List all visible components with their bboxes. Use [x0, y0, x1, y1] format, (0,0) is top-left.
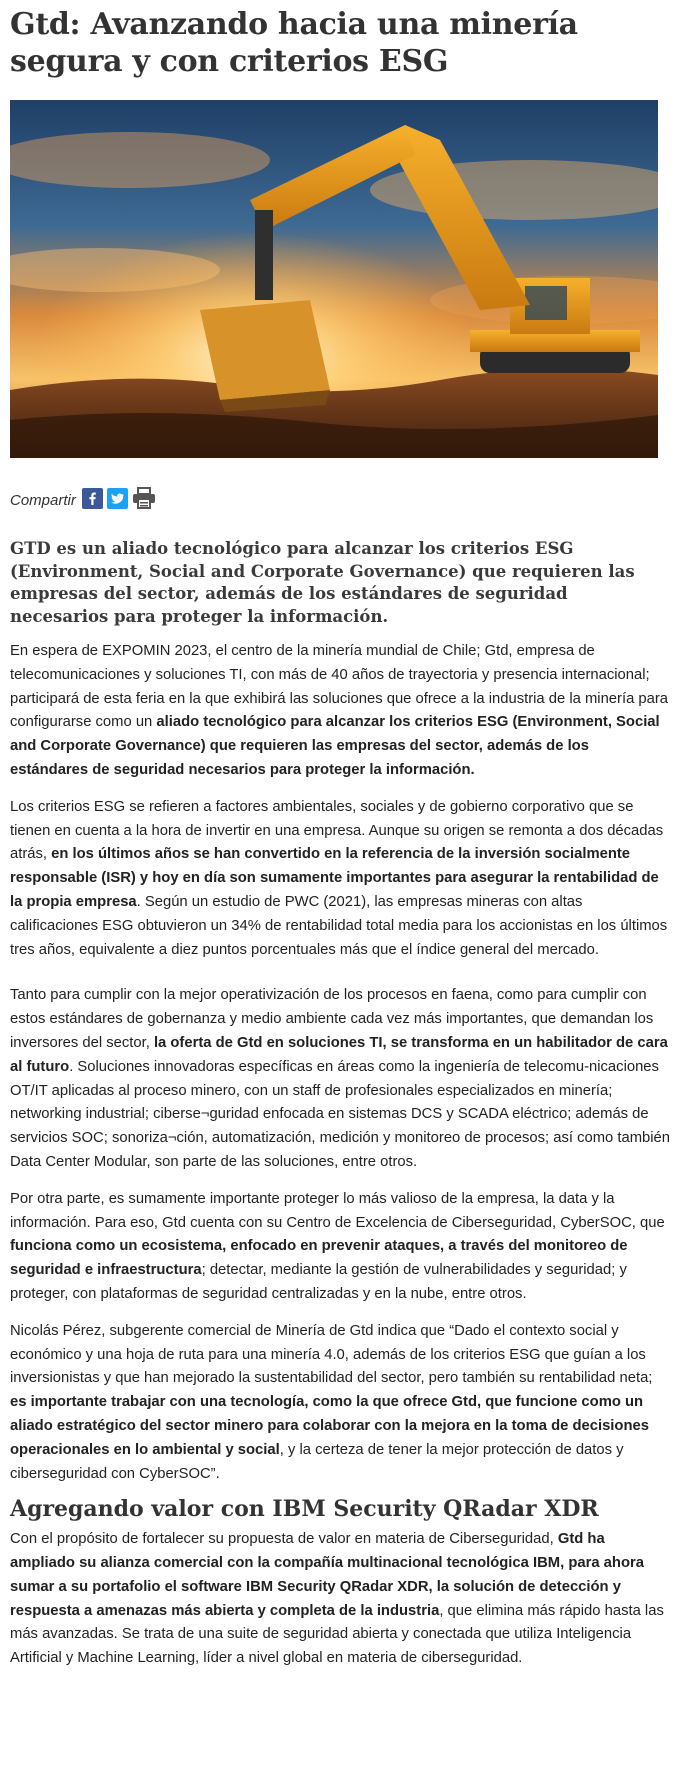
twitter-icon[interactable] [107, 488, 128, 513]
article-title: Gtd: Avanzando hacia una minería segura y con criterios ESG [10, 7, 578, 79]
paragraph-5: Nicolás Pérez, subgerente comercial de Minería de Gtd indica que “Dado el contexto social y económico y una hoja de ruta para una minería 4.0, además de los criterios ESG que guían a los inversionistas y que han mejorado la sustentabilidad del sector, pero también su rentabilidad neta; es importante trabajar con una tecnología, como la que ofrece Gtd, que funcione como un aliado estratégico del sector minero para colaborar con la mejora en la toma de decisiones operacionales en lo ambiental y social, y la certeza de tener la mejor protección de datos y ciberseguridad con CyberSOC”. [10, 1322, 653, 1482]
paragraph-6: Con el propósito de fortalecer su propuesta de valor en materia de Ciberseguridad, Gtd ha ampliado su alianza comercial con la compañía multinacional tecnológica IBM, para ahora sumar a su portafolio el software IBM Security QRadar XDR, la solución de detección y respuesta a amenazas más abierta y completa de la industria, que elimina más rápido hasta las más avanzadas. Se trata de una suite de seguridad abierta y conectada que utiliza Inteligencia Artificial y Machine Learning, líder a nivel global en materia de ciberseguridad. [10, 1531, 664, 1667]
facebook-icon[interactable] [82, 488, 103, 513]
paragraph-4: Por otra parte, es sumamente importante proteger lo más valioso de la empresa, la data y la información. Para eso, Gtd cuenta con su Centro de Excelencia de Ciberseguridad, CyberSOC, que funciona como un ecosistema, enfocado en prevenir ataques, a través del monitoreo de seguridad e infraestructura; detectar, mediante la gestión de vulnerabilidades y seguridad; y proteger, con plataformas de seguridad centralizadas y en la nube, entre otros. [10, 1190, 665, 1302]
share-bar [10, 487, 670, 513]
paragraph-2: Los criterios ESG se refieren a factores ambientales, sociales y de gobierno corporativo que se tienen en cuenta a la hora de invertir en una empresa. Aunque su origen se remonta a dos décadas atrás, en los últimos años se han convertido en la referencia de la inversión socialmente responsable (ISR) y hoy en día son sumamente importantes para asegurar la rentabilidad de la propia empresa. Según un estudio de PWC (2021), las empresas mineras con altas calificaciones ESG obtuvieron un 34% de rentabilidad total media para los accionistas en los últimos tres años, equivalente a diez puntos porcentuales más que el índice general del mercado. [10, 798, 668, 958]
paragraph-1: En espera de EXPOMIN 2023, el centro de la minería mundial de Chile; Gtd, empresa de telecomunicaciones y soluciones TI, con más de 40 años de trayectoria y presencia internacional; participará de esta feria en la que exhibirá las soluciones que ofrece a la industria de la minería para configurarse como un aliado tecnológico para alcanzar los criterios ESG (Environment, Social and Corporate Governance) que requieren las empresas del sector, además de los estándares de seguridad necesarios para proteger la información. [10, 643, 669, 778]
article-lead: GTD es un aliado tecnológico para alcanzar los criterios ESG (Environment, Social and Corporate Governance) que requieren las empresas del sector, además de los estándares de seguridad necesarios para proteger la información. [10, 539, 635, 626]
paragraph-3: Tanto para cumplir con la mejor operativización de los procesos en faena, como para cumplir con estos estándares de gobernanza y medio ambiente cada vez más importantes, que demandan los inversores del sector, la oferta de Gtd en soluciones TI, se transforma en un habilitador de cara al futuro. Soluciones innovadoras específicas en áreas como la ingeniería de telecomu-nicaciones OT/IT aplicadas al proceso minero, con un staff de profesionales especializados en minería; networking industrial; ciberse¬guridad enfocada en sistemas DCS y SCADA eléctrico; además de servicios SOC; sonoriza¬ción, automatización, medición y monitoreo de procesos; así como también Data Center Modular, son parte de las soluciones, entre otros. [10, 987, 671, 1170]
section-heading: Agregando valor con IBM Security QRadar XDR [10, 1496, 599, 1523]
hero-image [10, 100, 658, 458]
share-label: Compartir [10, 491, 76, 509]
print-icon[interactable] [132, 487, 156, 513]
